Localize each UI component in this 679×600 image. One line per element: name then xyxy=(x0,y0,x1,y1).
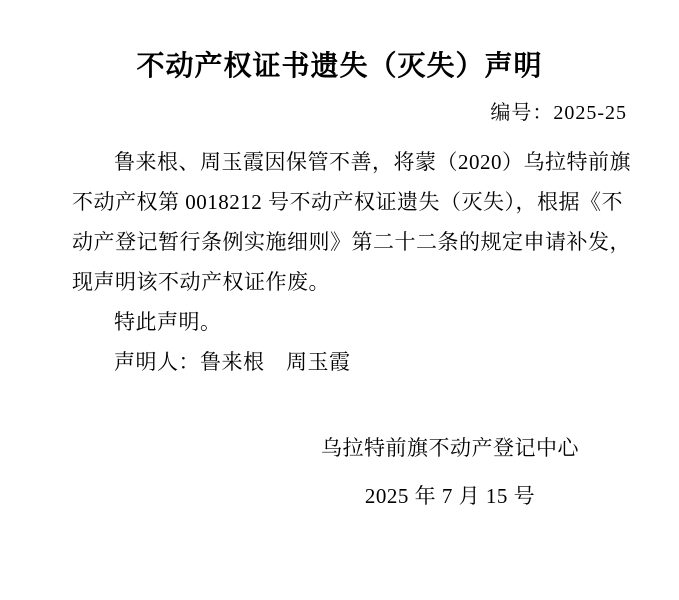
body-line-3: 动产登记暂行条例实施细则》第二十二条的规定申请补发， xyxy=(72,230,631,254)
body-paragraph xyxy=(72,142,632,382)
body-line-1: 鲁来根、周玉霞因保管不善，将蒙（2020）乌拉特前旗 xyxy=(114,150,631,174)
issue-date: 2025 年 7 月 15 号 xyxy=(364,484,536,508)
body-line-2: 不动产权第 0018212 号不动产权证遗失（灭失），根据《不 xyxy=(72,190,623,214)
document-page xyxy=(0,50,679,600)
document-title: 不动产权证书遗失（灭失）声明 xyxy=(136,51,543,82)
document-number: 编号：2025-25 xyxy=(490,102,627,124)
body-line-4: 现声明该不动产权证作废。 xyxy=(72,270,330,294)
signature-block xyxy=(220,428,679,516)
issuer-name: 乌拉特前旗不动产登记中心 xyxy=(321,436,579,460)
closing-line: 特此声明。 xyxy=(114,310,222,334)
declarant-line: 声明人：鲁来根 周玉霞 xyxy=(114,350,351,374)
